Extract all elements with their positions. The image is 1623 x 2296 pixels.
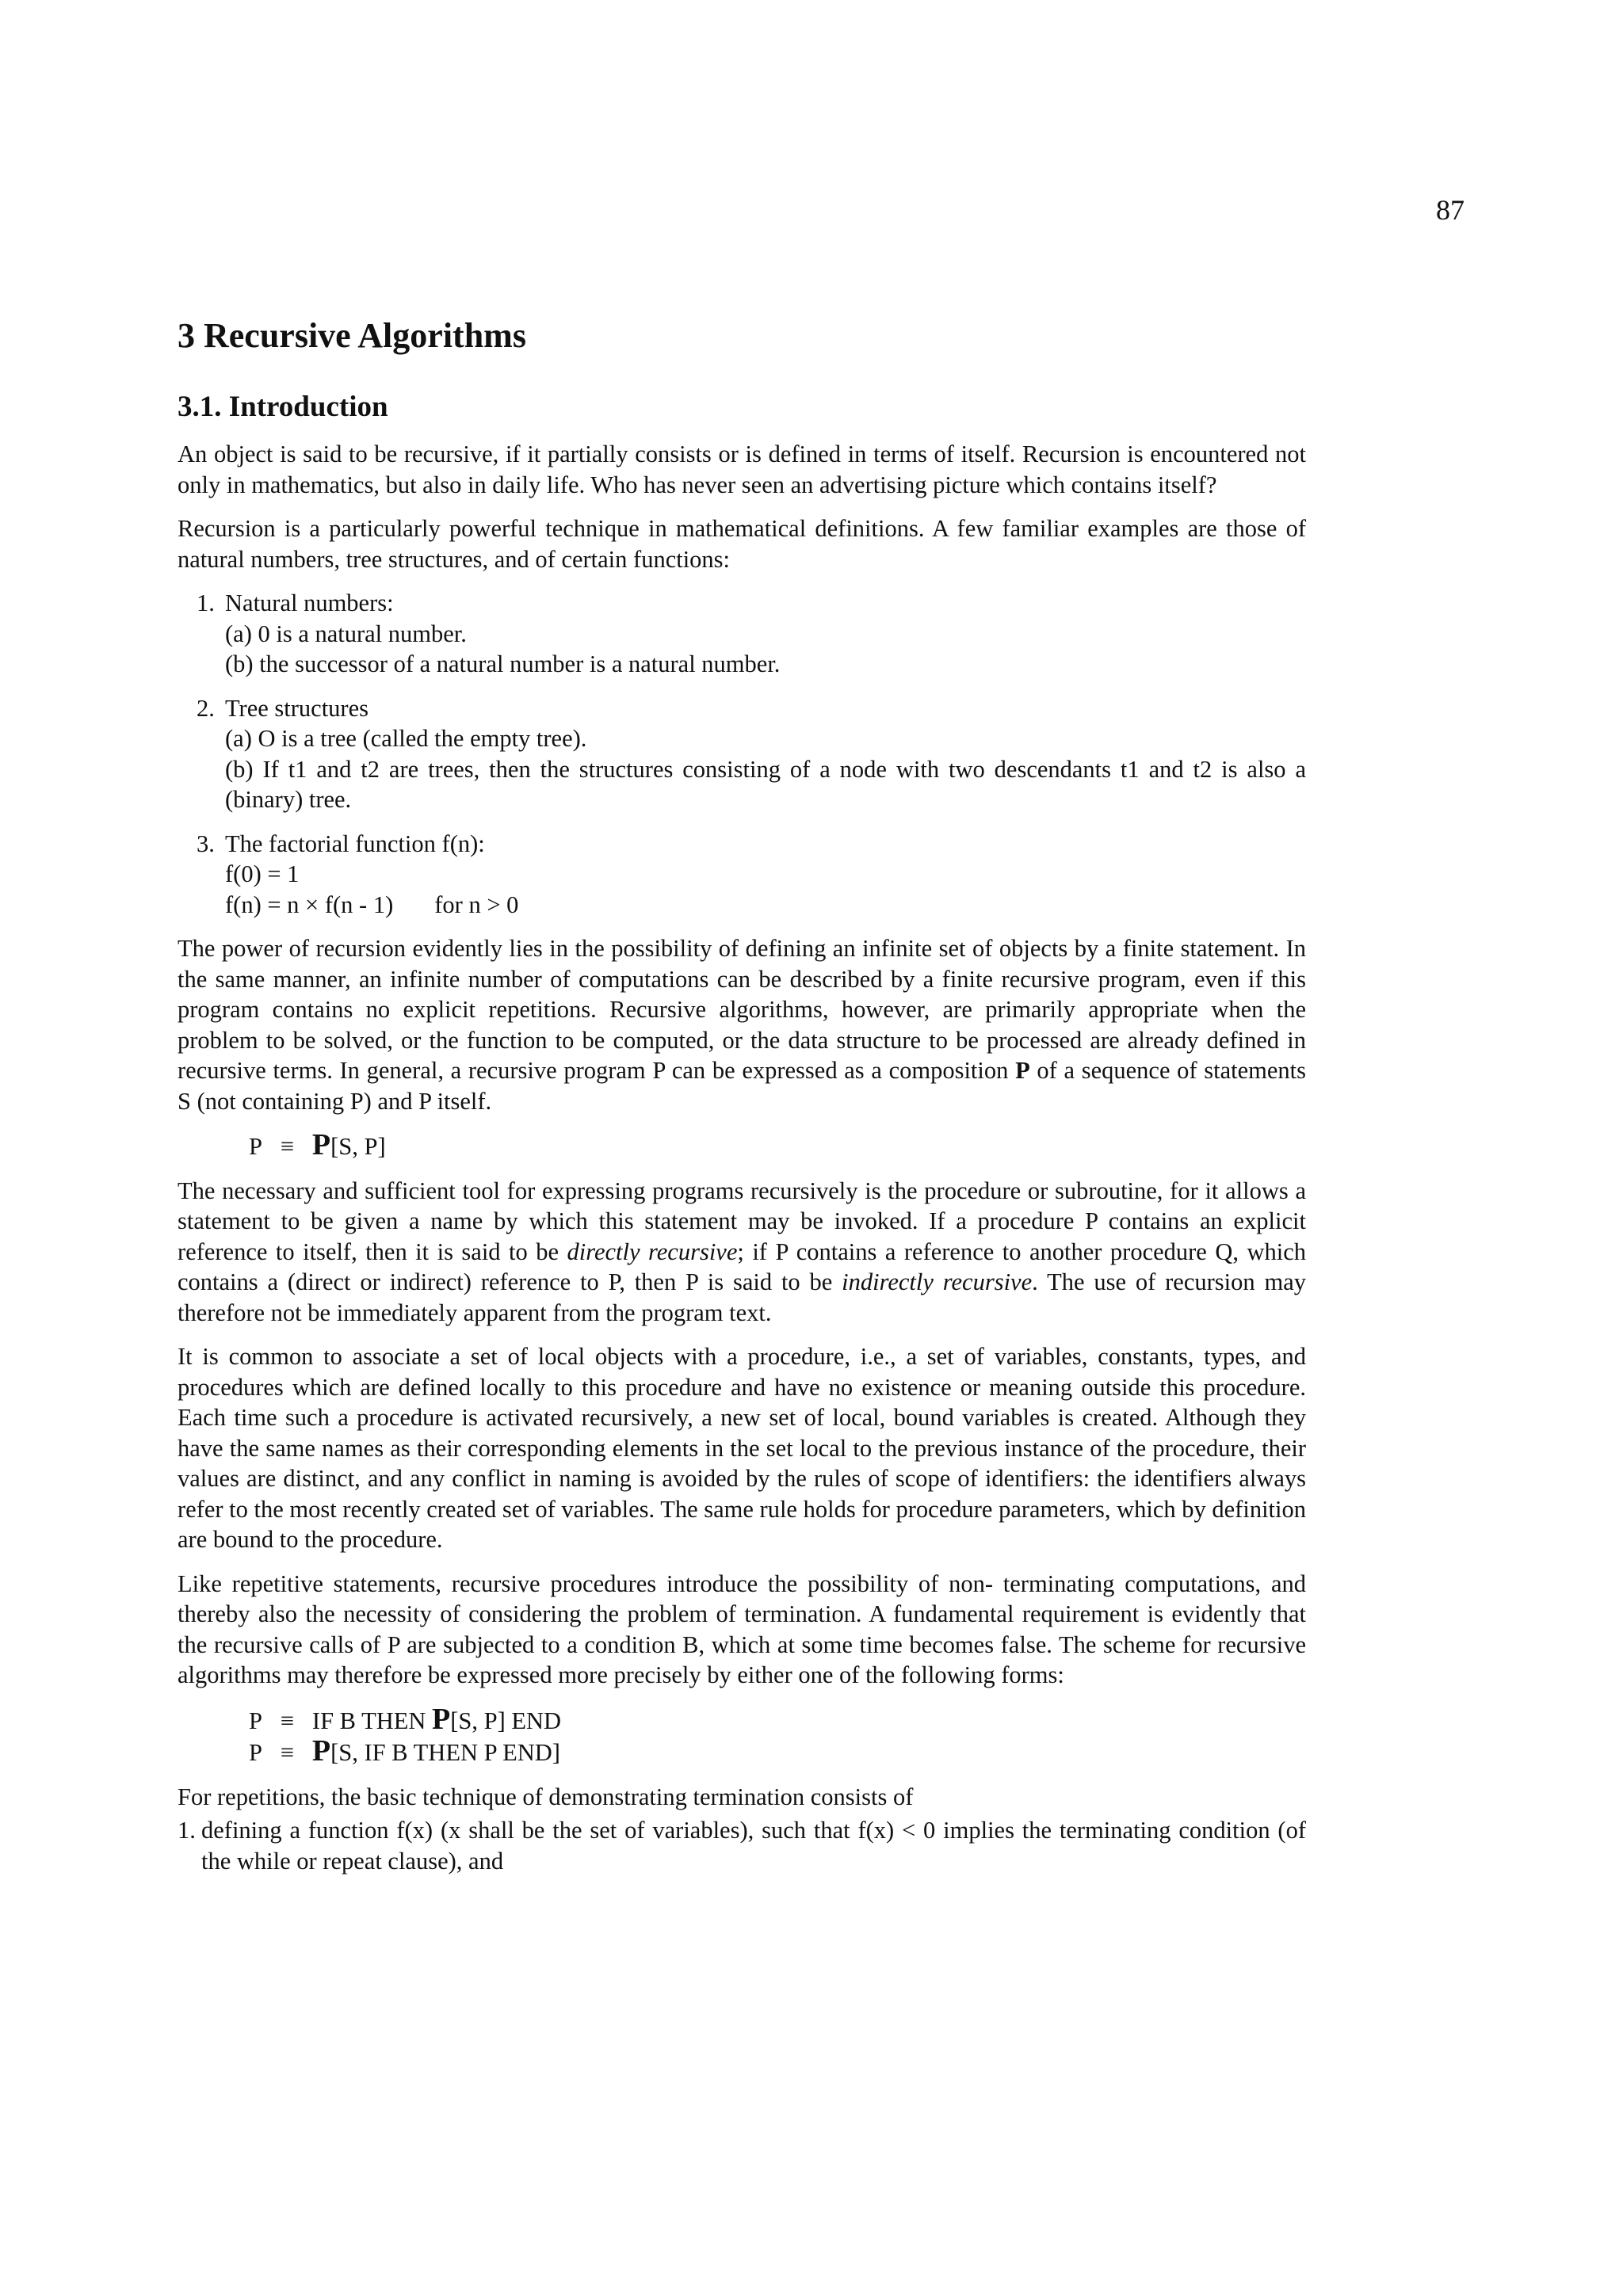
- paragraph-repetitions: For repetitions, the basic technique of demonstrating termination consists of: [178, 1783, 914, 1810]
- factorial-recurrence: [225, 890, 1306, 921]
- formula-args: [S, P]: [330, 1133, 386, 1160]
- paragraph-local-objects: It is common to associate a set of local objects with a procedure, i.e., a set of variables, constants, types, and procedures which are defined locally to this procedure and have no existence or meaning outside this procedure. Each time such a procedure is activated recursively, a new set of local, bound variables is created. Although they have the same names as their corresponding elements in the set local to the previous instance of the procedure, their values are distinct, and any conflict in naming is avoided by the rules of scope of identifiers: the identifiers always refer to the most recently created set of variables. The same rule holds for procedure parameters, which by definition are bound to the procedure.: [178, 1343, 1306, 1553]
- formula-recursion-schemes: [178, 1704, 1306, 1768]
- page-content: [178, 314, 1306, 1876]
- list-item-title: The factorial function f(n):: [225, 830, 485, 857]
- composition-symbol: P: [311, 1734, 331, 1768]
- examples-list: [178, 588, 1306, 920]
- chapter-title: 3 Recursive Algorithms: [178, 316, 526, 355]
- equivalence-symbol: ≡: [280, 1707, 295, 1734]
- text-run: The power of recursion evidently lies in the possibility of defining an infinite set of objects by a finite statement. In the same manner, an infinite number of computations can be described by a finite recursive program, even if this program contains no explicit repetitions. Recursive algorithms, however, are primarily appropriate when the problem to be solved, or the function to be computed, or the data structure to be processed are already defined in recursive terms. In general, a recursive program P can be expressed as a composition: [178, 935, 1306, 1084]
- composition-symbol: P: [432, 1702, 451, 1736]
- formula-args: [S, IF B THEN P END]: [330, 1739, 560, 1766]
- paragraph-intro: An object is said to be recursive, if it partially consists or is defined in terms of itself. Recursion is encountered not only in mathematics, but also in daily life. Who has never seen an advertising picture which contains itself?: [178, 441, 1306, 498]
- text-run: The necessary and sufficient tool for expressing programs recursively is the procedure or subroutine, for it allows a statement to be given a name by which this statement may be invoked. If a procedure P contains an explicit reference to itself, then it is said to be: [178, 1177, 1306, 1265]
- composition-symbol: P: [311, 1128, 331, 1161]
- paragraph-procedures: [178, 1176, 1306, 1329]
- list-item-title: Tree structures: [225, 694, 369, 722]
- section-title: 3.1. Introduction: [178, 391, 388, 423]
- list-item-text: defining a function f(x) (x shall be the set of variables), such that f(x) < 0 implies the terminating condition (of the while or repeat clause), and: [201, 1817, 1306, 1875]
- text-run: of a sequence of statements S (not containing P) and P itself.: [178, 1057, 1306, 1115]
- paragraph-examples-intro: Recursion is a particularly powerful technique in mathematical definitions. A few familiar examples are those of natural numbers, tree structures, and of certain functions:: [178, 515, 1306, 573]
- list-item: [178, 588, 1306, 680]
- formula-line: [249, 1704, 1306, 1737]
- formula-lhs: P: [249, 1707, 262, 1734]
- list-item-line: (a) 0 is a natural number.: [225, 620, 467, 647]
- formula-line: [249, 1130, 1306, 1162]
- list-number: 2.: [197, 694, 215, 722]
- italic-term: indirectly recursive: [842, 1268, 1033, 1295]
- factorial-expression: f(n) = n × f(n - 1): [225, 891, 394, 918]
- list-item: [178, 829, 1306, 921]
- list-item-title: Natural numbers:: [225, 589, 394, 616]
- equivalence-symbol: ≡: [280, 1739, 295, 1766]
- paragraph-termination: Like repetitive statements, recursive procedures introduce the possibility of non- terminating computations, and thereby also the necessity of considering the problem of termination. A fundamental requirement is evidently that the recursive calls of P are subjected to a condition B, which at some time becomes false. The scheme for recursive algorithms may therefore be expressed more precisely by either one of the following forms:: [178, 1569, 1306, 1688]
- italic-term: directly recursive: [567, 1238, 738, 1265]
- list-item-line: (b) the successor of a natural number is a natural number.: [225, 650, 781, 677]
- page-number: 87: [1436, 194, 1465, 226]
- list-item-line: f(0) = 1: [225, 860, 300, 887]
- factorial-condition: for n > 0: [434, 891, 519, 918]
- formula-prefix: IF B THEN: [311, 1707, 433, 1734]
- formula-lhs: P: [249, 1739, 262, 1766]
- list-number: 3.: [197, 830, 215, 857]
- list-item-line: (b) If t1 and t2 are trees, then the structures consisting of a node with two descendants t1 and t2 is also a (binary) tree.: [225, 755, 1306, 813]
- formula-line: [249, 1736, 1306, 1768]
- list-item: [178, 693, 1306, 815]
- text-run: . The use of recursion may therefore not be immediately apparent from the program text.: [178, 1268, 1306, 1326]
- equivalence-symbol: ≡: [280, 1133, 295, 1160]
- paragraph-power-of-recursion: [178, 933, 1306, 1116]
- formula-args: [S, P] END: [450, 1707, 562, 1734]
- bold-term: P: [1015, 1057, 1030, 1084]
- termination-steps-list: [178, 1815, 1306, 1876]
- list-item: [178, 1815, 1306, 1876]
- list-number: 1.: [197, 589, 215, 616]
- formula-recursive-program: [178, 1130, 1306, 1162]
- list-number: 1.: [178, 1817, 196, 1844]
- list-item-line: (a) O is a tree (called the empty tree).: [225, 725, 587, 752]
- formula-lhs: P: [249, 1133, 262, 1160]
- text-run: ; if P contains a reference to another procedure Q, which contains a (direct or indirect) reference to P, then P is said to be: [178, 1238, 1306, 1295]
